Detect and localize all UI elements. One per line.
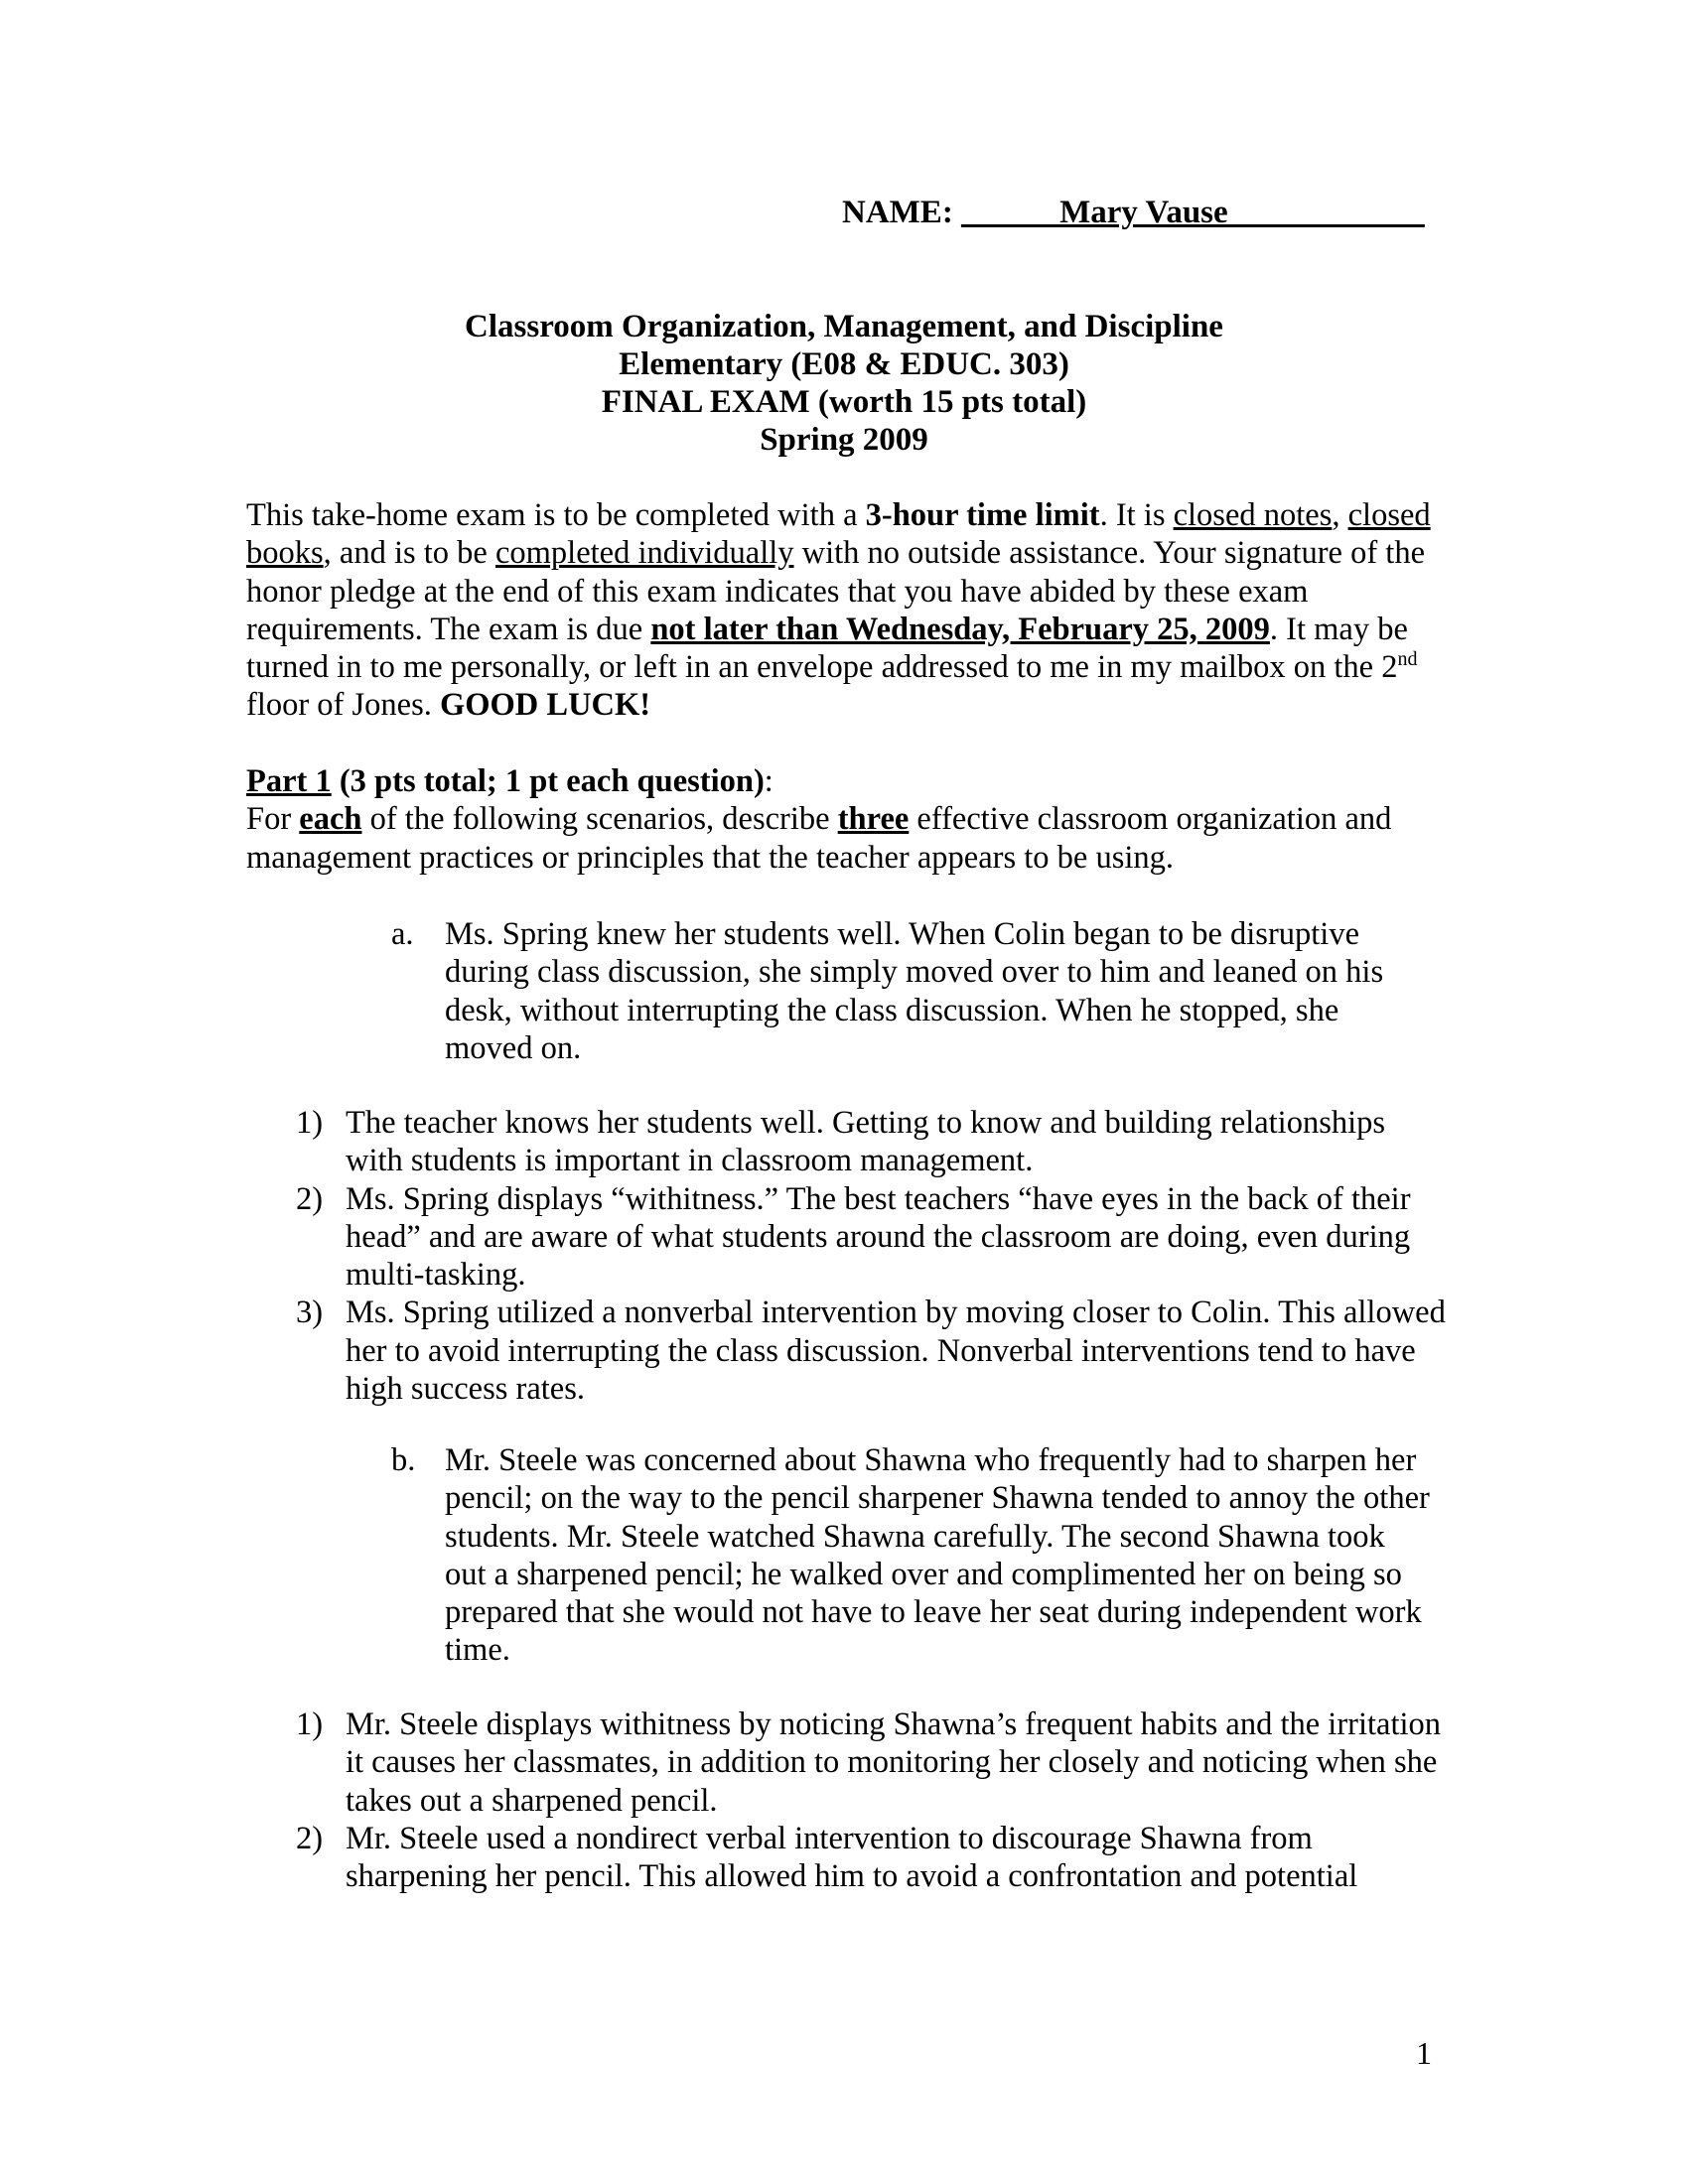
- intro-text-6: . It may be turned in to me personally, or left in an envelope addressed to me in my mailbox on the 2: [246, 611, 1408, 686]
- directions-text-3: effective classroom organization and management practices or principles that the teacher appears to be using.: [246, 801, 1392, 876]
- intro-text-4: , and is to be: [323, 535, 495, 572]
- answer-text: Ms. Spring displays “withitness.” The best teachers “have eyes in the back of their head” and are aware of what students around the classroom are doing, even during multi-tasking.: [346, 1180, 1411, 1294]
- scenario-b: [391, 1441, 1434, 1670]
- exam-name: FINAL EXAM (worth 15 pts total): [601, 384, 1087, 420]
- answer-a-2: [296, 1180, 1448, 1295]
- answer-text: Ms. Spring utilized a nonverbal intervention by moving closer to Colin. This allowed her to avoid interrupting the class discussion. Nonverbal interventions tend to have high success rates.: [346, 1295, 1446, 1408]
- scenario-a-label: a.: [391, 916, 414, 952]
- time-limit: 3-hour time limit: [865, 497, 1100, 533]
- intro-text-7: floor of Jones.: [246, 687, 440, 724]
- answer-b-1: [296, 1706, 1448, 1820]
- answers-b: [296, 1706, 1448, 1895]
- name-blank-before: ______: [961, 195, 1060, 230]
- exam-term: Spring 2009: [760, 422, 928, 458]
- scenario-a: [391, 915, 1434, 1067]
- part1-section: [246, 762, 1477, 877]
- answer-b-2: [296, 1820, 1448, 1896]
- three-emphasis: three: [837, 801, 910, 838]
- part1-label: Part 1: [246, 763, 332, 799]
- answer-a-3: [296, 1294, 1448, 1408]
- answer-number: 1): [296, 1105, 324, 1141]
- name-label: NAME:: [842, 195, 962, 230]
- directions-text-1: For: [246, 801, 300, 838]
- answer-text: Mr. Steele used a nondirect verbal intervention to discourage Shawna from sharpening her pencil. This allowed him to avoid a confrontation and potential: [346, 1820, 1358, 1895]
- part1-colon: :: [764, 763, 774, 799]
- exam-title: [0, 308, 1688, 459]
- answer-number: 2): [296, 1180, 324, 1217]
- course-level: Elementary (E08 & EDUC. 303): [619, 346, 1069, 382]
- floor-superscript: nd: [1397, 648, 1418, 671]
- intro-text-1: This take-home exam is to be completed with a: [246, 497, 866, 533]
- intro-text-3: ,: [1332, 497, 1348, 533]
- part1-directions: [246, 800, 1477, 877]
- scenario-a-text: Ms. Spring knew her students well. When Colin began to be disruptive during class discussion, she simply moved over to him and leaned on his desk, without interrupting the class discussion. When he stopped, she moved on.: [445, 916, 1384, 1066]
- scenario-b-label: b.: [391, 1442, 416, 1478]
- closed-books: closed books: [246, 497, 1431, 572]
- directions-text-2: of the following scenarios, describe: [361, 801, 838, 838]
- part1-points: (3 pts total; 1 pt each question): [331, 763, 765, 799]
- answer-text: Mr. Steele displays withitness by noticing Shawna’s frequent habits and the irritation it causes her classmates, in addition to monitoring her closely and noticing when she takes out a sharpened pencil.: [346, 1706, 1442, 1819]
- intro-paragraph: [246, 496, 1477, 725]
- each-emphasis: each: [299, 801, 362, 838]
- intro-text-5: with no outside assistance. Your signature of the honor pledge at the end of this exam indicates that you have abided by these exam requirements. The exam is due: [246, 535, 1426, 647]
- answer-number: 3): [296, 1295, 324, 1331]
- answer-number: 2): [296, 1820, 324, 1856]
- name-line: [842, 195, 1425, 231]
- student-name: Mary Vause: [1059, 195, 1228, 230]
- part1-heading: [246, 762, 1477, 800]
- scenario-b-text: Mr. Steele was concerned about Shawna who frequently had to sharpen her pencil; on the way to the pencil sharpener Shawna tended to annoy the other students. Mr. Steele watched Shawna carefully. The second Shawna took out a sharpened pencil; he walked over and complimented her on being so prepared that she would not have to leave her seat during independent work time.: [445, 1442, 1430, 1669]
- completed-individually: completed individually: [494, 535, 794, 572]
- due-date: not later than Wednesday, February 25, 2009: [650, 611, 1270, 647]
- good-luck: GOOD LUCK!: [439, 687, 651, 724]
- course-title: Classroom Organization, Management, and Discipline: [465, 309, 1223, 344]
- intro-text-2: . It is: [1099, 497, 1174, 533]
- closed-notes: closed notes: [1173, 497, 1333, 533]
- answer-text: The teacher knows her students well. Getting to know and building relationships with students is important in classroom management.: [346, 1105, 1386, 1179]
- answer-a-1: [296, 1104, 1448, 1180]
- name-blank-after: ____________: [1227, 195, 1425, 230]
- answers-a: [296, 1104, 1448, 1408]
- page-number: 1: [1416, 2035, 1432, 2071]
- answer-number: 1): [296, 1706, 324, 1742]
